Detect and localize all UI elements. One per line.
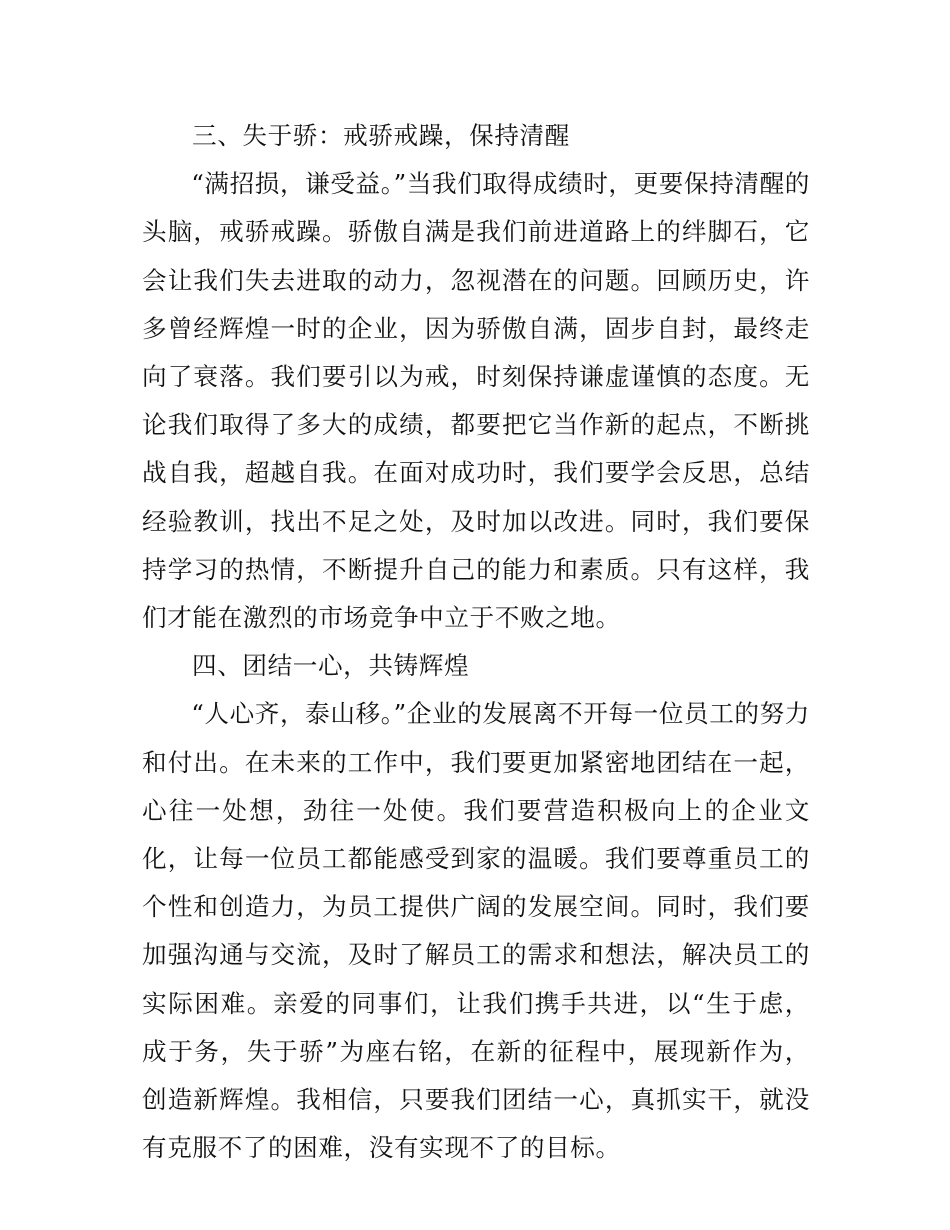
document-body [142,112,810,1172]
section-3 [142,112,810,642]
section-paragraph: “人心齐，泰山移。”企业的发展离不开每一位员工的努力和付出。在未来的工作中，我们要更加紧密地团结在一起，心往一处想，劲往一处使。我们要营造积极向上的企业文化，让每一位员工都能感受到家的温暖。我们要尊重员工的个性和创造力，为员工提供广阔的发展空间。同时，我们要加强沟通与交流，及时了解员工的需求和想法，解决员工的实际困难。亲爱的同事们，让我们携手共进，以“生于虑，成于务，失于骄”为座右铭，在新的征程中，展现新作为，创造新辉煌。我相信，只要我们团结一心，真抓实干，就没有克服不了的困难，没有实现不了的目标。 [142,699,810,1163]
section-heading: 四、团结一心，共铸辉煌 [192,651,470,681]
section-paragraph: “满招损，谦受益。”当我们取得成绩时，更要保持清醒的头脑，戒骄戒躁。骄傲自满是我们前进道路上的绊脚石，它会让我们失去进取的动力，忽视潜在的问题。回顾历史，许多曾经辉煌一时的企业，因为骄傲自满，固步自封，最终走向了衰落。我们要引以为戒，时刻保持谦虚谨慎的态度。无论我们取得了多大的成绩，都要把它当作新的起点，不断挑战自我，超越自我。在面对成功时，我们要学会反思，总结经验教训，找出不足之处，及时加以改进。同时，我们要保持学习的热情，不断提升自己的能力和素质。只有这样，我们才能在激烈的市场竞争中立于不败之地。 [142,169,810,633]
section-heading: 三、失于骄：戒骄戒躁，保持清醒 [192,121,570,150]
section-4 [142,642,810,1172]
